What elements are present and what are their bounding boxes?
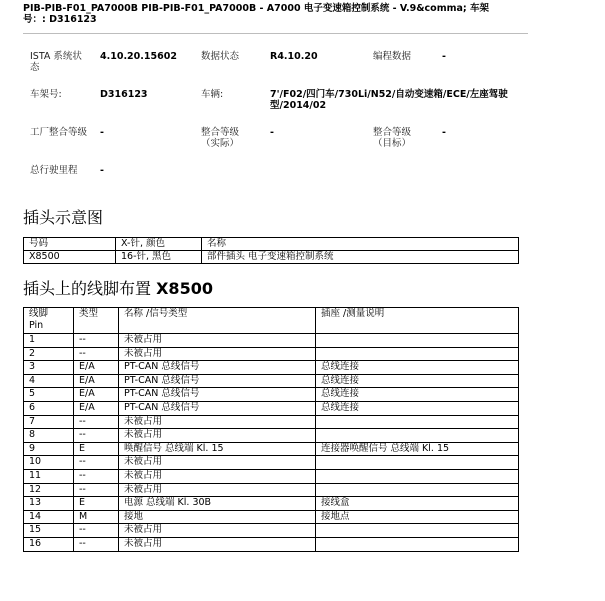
pin-measurement-cell — [316, 334, 519, 348]
level-target-value: - — [442, 127, 446, 138]
pin-number-cell: 16 — [24, 537, 74, 551]
pin-signal-cell: PT-CAN 总线信号 — [119, 401, 316, 415]
pin-number-cell: 14 — [24, 510, 74, 524]
pin-number-cell: 1 — [24, 334, 74, 348]
pin-section-title — [23, 279, 213, 299]
connector-table — [23, 237, 519, 264]
pin-signal-cell: PT-CAN 总线信号 — [119, 374, 316, 388]
table-row — [24, 469, 519, 483]
pin-measurement-cell: 接线盒 — [316, 497, 519, 511]
table-row — [24, 537, 519, 551]
pin-type-cell: -- — [74, 483, 119, 497]
pin-signal-cell: PT-CAN 总线信号 — [119, 361, 316, 375]
vehicle-label: 车辆: — [201, 89, 224, 100]
table-row — [24, 510, 519, 524]
pin-signal-cell: PT-CAN 总线信号 — [119, 388, 316, 402]
table-row — [24, 442, 519, 456]
table-row — [24, 524, 519, 538]
mileage-label: 总行驶里程 — [30, 165, 78, 176]
pin-type-cell: -- — [74, 429, 119, 443]
pin-type-cell: E/A — [74, 388, 119, 402]
connector-header-name: 名称 — [202, 238, 519, 251]
pin-signal-cell: 未被占用 — [119, 456, 316, 470]
pin-signal-cell: 接地 — [119, 510, 316, 524]
pin-measurement-cell: 接地点 — [316, 510, 519, 524]
connector-number-cell: X8500 — [24, 251, 116, 264]
factory-level-value: - — [100, 127, 104, 138]
pin-measurement-cell — [316, 483, 519, 497]
pin-header-signal: 名称 /信号类型 — [119, 308, 316, 334]
pin-measurement-cell — [316, 347, 519, 361]
programming-data-label: 编程数据 — [373, 51, 412, 62]
pin-signal-cell: 电源 总线端 Kl. 30B — [119, 497, 316, 511]
vin-value: D316123 — [100, 89, 148, 100]
pin-signal-cell: 唤醒信号 总线端 Kl. 15 — [119, 442, 316, 456]
pin-type-cell: -- — [74, 347, 119, 361]
ista-value: 4.10.20.15602 — [100, 51, 177, 62]
connector-table-header — [24, 238, 519, 251]
pin-type-cell: E — [74, 497, 119, 511]
header-title-line2: 号：: D316123 — [23, 14, 97, 25]
connector-header-number: 号码 — [24, 238, 116, 251]
pin-number-cell: 8 — [24, 429, 74, 443]
connector-pins-color-cell: 16-针, 黑色 — [116, 251, 202, 264]
pin-measurement-cell — [316, 524, 519, 538]
pin-number-cell: 7 — [24, 415, 74, 429]
pin-signal-cell: 未被占用 — [119, 469, 316, 483]
pin-number-cell: 2 — [24, 347, 74, 361]
pin-type-cell: M — [74, 510, 119, 524]
table-row — [24, 497, 519, 511]
pin-table-header — [24, 308, 519, 334]
pin-number-cell: 5 — [24, 388, 74, 402]
vehicle-value: 7'/F02/四门车/730Li/N52/自动变速箱/ECE/左座驾驶型/2014/02 — [270, 89, 508, 111]
pin-measurement-cell: 总线连接 — [316, 361, 519, 375]
table-row — [24, 347, 519, 361]
connector-section-title: 插头示意图 — [23, 208, 104, 227]
table-row — [24, 401, 519, 415]
pin-header-type: 类型 — [74, 308, 119, 334]
pin-type-cell: -- — [74, 537, 119, 551]
pin-section-title-code: X8500 — [156, 279, 213, 298]
pin-measurement-cell — [316, 456, 519, 470]
connector-table-row — [24, 251, 519, 264]
mileage-value: - — [100, 165, 104, 176]
pin-signal-cell: 未被占用 — [119, 524, 316, 538]
pin-number-cell: 15 — [24, 524, 74, 538]
header-title-line1: PIB-PIB-F01_PA7000B PIB-PIB-F01_PA7000B - A7000 电子变速箱控制系统 - V.9&comma; 车架 — [23, 3, 490, 14]
pin-signal-cell: 未被占用 — [119, 537, 316, 551]
table-row — [24, 388, 519, 402]
connector-header-pins-color: X-针, 颜色 — [116, 238, 202, 251]
pin-type-cell: E/A — [74, 374, 119, 388]
pin-number-cell: 9 — [24, 442, 74, 456]
pin-signal-cell: 未被占用 — [119, 415, 316, 429]
document-header — [23, 3, 543, 25]
pin-measurement-cell: 总线连接 — [316, 374, 519, 388]
pin-table-body — [24, 334, 519, 552]
pin-section-title-prefix: 插头上的线脚布置 — [23, 279, 157, 298]
table-row — [24, 415, 519, 429]
pin-number-cell: 12 — [24, 483, 74, 497]
pin-number-cell: 6 — [24, 401, 74, 415]
pin-measurement-cell: 连接器唤醒信号 总线端 Kl. 15 — [316, 442, 519, 456]
pin-type-cell: E/A — [74, 361, 119, 375]
pin-measurement-cell — [316, 537, 519, 551]
table-row — [24, 456, 519, 470]
programming-data-value: - — [442, 51, 446, 62]
pin-type-cell: -- — [74, 415, 119, 429]
pin-number-cell: 10 — [24, 456, 74, 470]
pin-measurement-cell — [316, 429, 519, 443]
table-row — [24, 361, 519, 375]
pin-number-cell: 11 — [24, 469, 74, 483]
pin-measurement-cell — [316, 415, 519, 429]
connector-name-cell: 部件插头 电子变速箱控制系统 — [202, 251, 519, 264]
pin-type-cell: E/A — [74, 401, 119, 415]
pin-signal-cell: 未被占用 — [119, 483, 316, 497]
ista-label: ISTA 系统状态 — [30, 51, 82, 73]
pin-number-cell: 3 — [24, 361, 74, 375]
table-row — [24, 429, 519, 443]
table-row — [24, 483, 519, 497]
level-actual-value: - — [270, 127, 274, 138]
table-row — [24, 334, 519, 348]
pin-type-cell: -- — [74, 334, 119, 348]
pin-type-cell: -- — [74, 469, 119, 483]
data-status-label: 数据状态 — [201, 51, 240, 62]
level-target-label: 整合等级（目标） — [373, 127, 412, 149]
vin-label: 车架号: — [30, 89, 62, 100]
pin-type-cell: E — [74, 442, 119, 456]
pin-type-cell: -- — [74, 456, 119, 470]
level-actual-label: 整合等级（实际） — [201, 127, 240, 149]
data-status-value: R4.10.20 — [270, 51, 318, 62]
pin-header-pin: 线脚 Pin — [24, 308, 74, 334]
pin-measurement-cell: 总线连接 — [316, 401, 519, 415]
pin-signal-cell: 未被占用 — [119, 347, 316, 361]
pin-measurement-cell: 总线连接 — [316, 388, 519, 402]
pin-header-measurement: 插座 /测量说明 — [316, 308, 519, 334]
table-row — [24, 374, 519, 388]
pin-number-cell: 4 — [24, 374, 74, 388]
header-divider — [23, 33, 528, 34]
factory-level-label: 工厂整合等级 — [30, 127, 88, 138]
pin-signal-cell: 未被占用 — [119, 334, 316, 348]
pin-type-cell: -- — [74, 524, 119, 538]
pin-signal-cell: 未被占用 — [119, 429, 316, 443]
pin-number-cell: 13 — [24, 497, 74, 511]
pin-measurement-cell — [316, 469, 519, 483]
pin-table — [23, 307, 519, 552]
